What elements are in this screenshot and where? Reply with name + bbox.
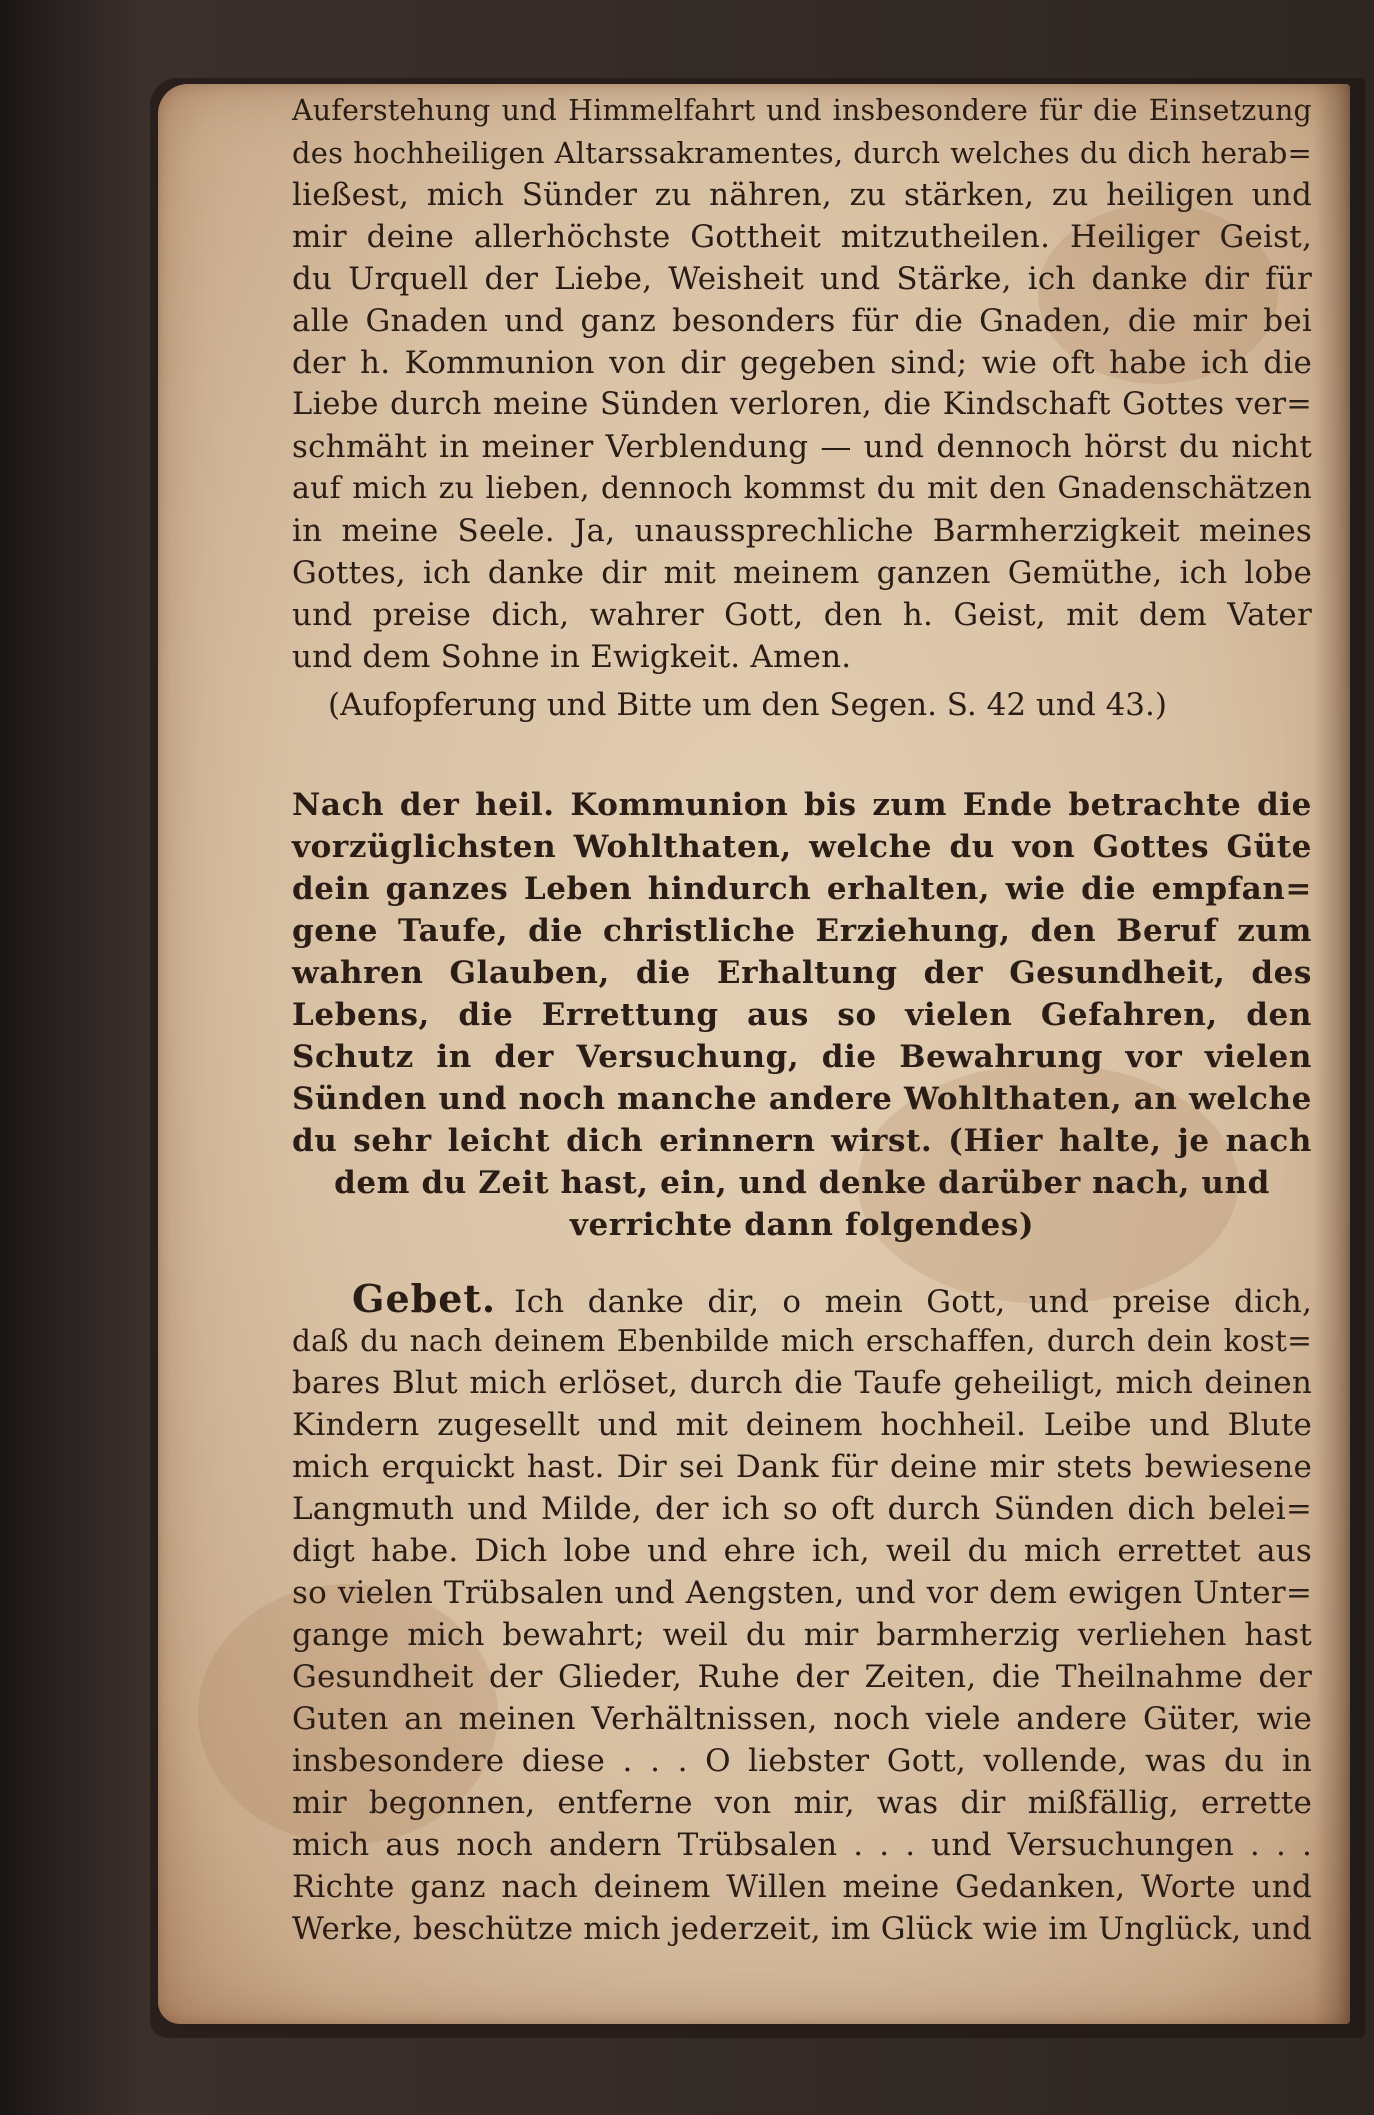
text-line: und dem Sohne in Ewigkeit. Amen. xyxy=(292,639,852,675)
text-line: du Urquell der Liebe, Weisheit und Stärke, ich danke dir für xyxy=(292,261,1312,297)
bold-line: Sünden und noch manche andere Wohlthaten, an welche xyxy=(292,1081,1312,1117)
prayer-line: Kindern zugesellt und mit deinem hochheil. Leibe und Blute xyxy=(292,1407,1312,1443)
paragraph-prayer xyxy=(292,1278,1312,1950)
book-page xyxy=(158,84,1350,2024)
text-line: in meine Seele. Ja, unaussprechliche Barmherzigkeit meines xyxy=(292,513,1312,549)
prayer-first-line xyxy=(292,1278,1312,1320)
text-line: ließest, mich Sünder zu nähren, zu stärken, zu heiligen und xyxy=(292,177,1312,213)
text-line: mir deine allerhöchste Gottheit mitzutheilen. Heiliger Geist, xyxy=(292,219,1312,255)
bold-line: vorzüglichsten Wohlthaten, welche du von Gottes Güte xyxy=(292,829,1312,865)
bold-line: Nach der heil. Kommunion bis zum Ende betrachte die xyxy=(292,787,1312,823)
text-line: alle Gnaden und ganz besonders für die Gnaden, die mir bei xyxy=(292,303,1312,339)
prayer-line: digt habe. Dich lobe und ehre ich, weil du mich errettet aus xyxy=(292,1533,1312,1569)
prayer-line: daß du nach deinem Ebenbilde mich erschaffen, durch dein kost= xyxy=(292,1324,1312,1358)
text-line: schmäht in meiner Verblendung — und dennoch hörst du nicht xyxy=(292,429,1312,465)
paragraph-instruction xyxy=(292,784,1312,1246)
bold-line: Lebens, die Errettung aus so vielen Gefahren, den xyxy=(292,997,1312,1033)
page-edge xyxy=(1314,84,1350,2024)
prayer-line: so vielen Trübsalen und Aengsten, und vor dem ewigen Unter= xyxy=(292,1575,1312,1611)
prayer-line: gange mich bewahrt; weil du mir barmherzig verliehen hast xyxy=(292,1617,1312,1653)
text-line: und preise dich, wahrer Gott, den h. Geist, mit dem Vater xyxy=(292,597,1312,633)
prayer-line: Richte ganz nach deinem Willen meine Gedanken, Worte und xyxy=(292,1869,1312,1905)
bold-line: verrichte dann folgendes) xyxy=(569,1207,1035,1243)
text-line: Gottes, ich danke dir mit meinem ganzen Gemüthe, ich lobe xyxy=(292,555,1312,591)
text-line: auf mich zu lieben, dennoch kommst du mit den Gnadenschätzen xyxy=(292,471,1312,506)
prayer-line: Werke, beschütze mich jederzeit, im Glück wie im Unglück, und xyxy=(292,1911,1312,1947)
prayer-line: insbesondere diese . . . O liebster Gott, vollende, was du in xyxy=(292,1743,1312,1779)
bold-line: Schutz in der Versuchung, die Bewahrung vor vielen xyxy=(292,1039,1312,1075)
page-text xyxy=(292,90,1312,1950)
text-line: Auferstehung und Himmelfahrt und insbesondere für die Einsetzung xyxy=(292,94,1312,127)
bold-line: du sehr leicht dich erinnern wirst. (Hier halte, je nach xyxy=(292,1123,1312,1159)
bold-line: wahren Glauben, die Erhaltung der Gesundheit, des xyxy=(292,955,1312,991)
prayer-line: mir begonnen, entferne von mir, was dir mißfällig, errette xyxy=(292,1785,1312,1821)
prayer-first-line-text: Ich danke dir, o mein Gott, und preise dich, xyxy=(514,1284,1312,1320)
prayer-line: Langmuth und Milde, der ich so oft durch Sünden dich belei= xyxy=(292,1491,1312,1527)
text-line: Liebe durch meine Sünden verloren, die Kindschaft Gottes ver= xyxy=(292,387,1312,422)
paragraph-thanksgiving xyxy=(292,90,1312,678)
prayer-line: Gesundheit der Glieder, Ruhe der Zeiten, die Theilnahme der xyxy=(292,1659,1312,1695)
bold-line: dem du Zeit hast, ein, und denke darüber nach, und xyxy=(334,1165,1270,1201)
text-line: der h. Kommunion von dir gegeben sind; wie oft habe ich die xyxy=(292,345,1312,381)
bold-line: gene Taufe, die christliche Erziehung, den Beruf zum xyxy=(292,913,1312,949)
text-line: des hochheiligen Altarssakramentes, durch welches du dich herab= xyxy=(292,136,1312,170)
prayer-line: bares Blut mich erlöset, durch die Taufe geheiligt, mich deinen xyxy=(292,1365,1312,1401)
prayer-line: mich erquickt hast. Dir sei Dank für deine mir stets bewiesene xyxy=(292,1449,1312,1485)
prayer-line: Guten an meinen Verhältnissen, noch viele andere Güter, wie xyxy=(292,1701,1312,1737)
prayer-line: mich aus noch andern Trübsalen . . . und Versuchungen . . . xyxy=(292,1827,1312,1863)
prayer-heading: Gebet. xyxy=(352,1276,497,1321)
reference-note: (Aufopferung und Bitte um den Segen. S. 42 und 43.) xyxy=(328,687,1167,723)
bold-line: dein ganzes Leben hindurch erhalten, wie die empfan= xyxy=(292,871,1312,907)
